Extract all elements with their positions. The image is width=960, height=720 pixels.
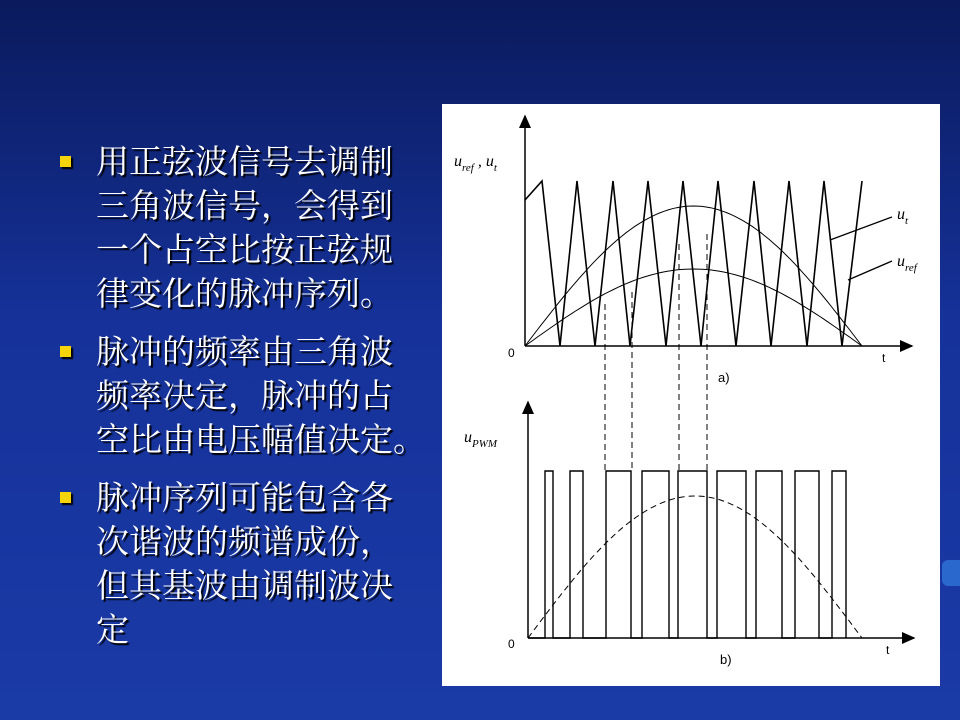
- origin-label-b: 0: [508, 637, 515, 651]
- bullet-text: 用正弦波信号去调制 三角波信号，会得到 一个占空比按正弦规 律变化的脉冲序列。: [96, 142, 393, 313]
- x-axis-label-a: t: [882, 351, 886, 365]
- slide-edge-decoration: [942, 560, 960, 586]
- leader-line-uref: [848, 261, 892, 280]
- leader-line-ut: [830, 217, 892, 240]
- axis-label-a: $u_{ref}$ , $u_t$: [454, 153, 497, 174]
- caption-a: a): [718, 370, 730, 385]
- pwm-pulse-train: [528, 471, 846, 638]
- bullet-item: [60, 140, 440, 316]
- bullet-text: 脉冲的频率由三角波 频率决定，脉冲的占 空比由电压幅值决定。: [96, 332, 426, 459]
- pwm-diagram: [442, 104, 940, 686]
- axis-label-b: $u_{PWM}$: [464, 429, 498, 450]
- bullet-square-icon: [60, 156, 71, 167]
- curve-label-uref: $u_{ref}$: [897, 253, 917, 274]
- bullet-square-icon: [60, 492, 71, 503]
- origin-label-a: 0: [508, 346, 515, 360]
- pwm-figure: [442, 104, 940, 686]
- bullet-text: 脉冲序列可能包含各 次谐波的频谱成份， 但其基波由调制波决 定: [96, 478, 393, 649]
- bullet-item: [60, 476, 440, 652]
- bullet-square-icon: [60, 346, 71, 357]
- fundamental-dashed-curve: [528, 496, 862, 638]
- caption-b: b): [720, 652, 732, 667]
- x-axis-label-b: t: [886, 643, 890, 657]
- curve-label-ut: $u_t$: [897, 206, 909, 227]
- bullet-list: [60, 140, 440, 666]
- bullet-item: [60, 330, 440, 462]
